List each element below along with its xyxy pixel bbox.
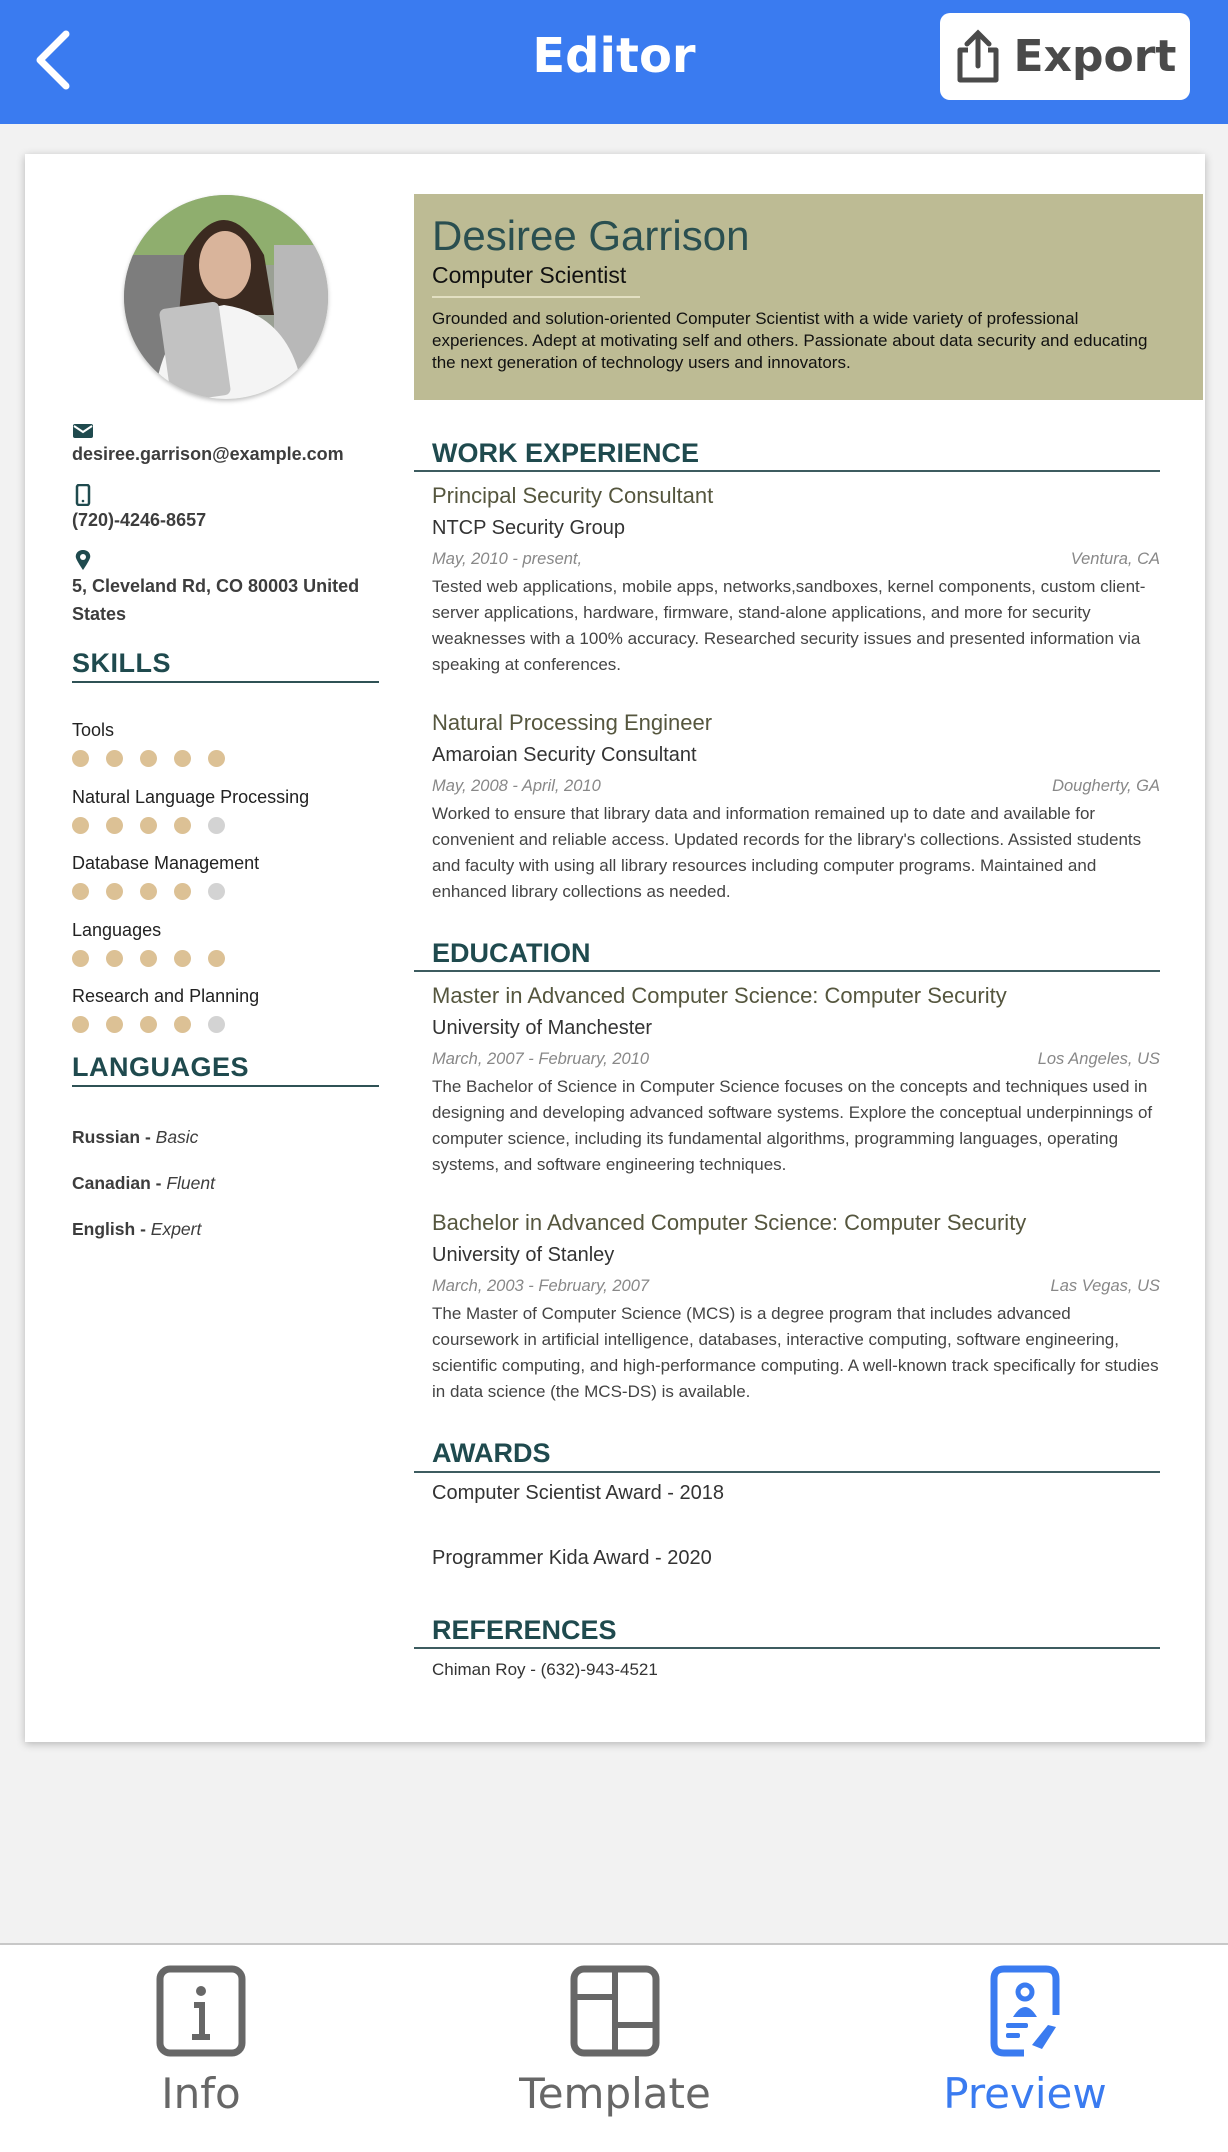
resume-name: Desiree Garrison [432, 212, 750, 259]
summary: Grounded and solution-oriented Computer Scientist with a wide variety of professional experiences. Adept at motivating self and others. Passionate about data security and educating the next generation of technology users and innovators. [432, 309, 1148, 372]
rating-dot [72, 950, 89, 967]
entry-meta [432, 1271, 1160, 1301]
entry-title: Natural Processing Engineer [432, 710, 713, 735]
tab-info-label: Info [161, 2069, 241, 2118]
work-heading: WORK EXPERIENCE [432, 438, 700, 468]
entry-description: The Master of Computer Science (MCS) is a degree program that includes advanced coursework in artificial intelligence, databases, interactive computing, software engineering, scientific computing, and high-performance computing. A well-known track specifically for studies in data science (the MCS-DS) is available. [432, 1304, 1159, 1401]
rating-dot [140, 817, 157, 834]
entry-dates: May, 2008 - April, 2010 [432, 777, 601, 795]
entry-title: Bachelor in Advanced Computer Science: Computer Security [432, 1210, 1027, 1235]
rating-dot [72, 750, 89, 767]
rating-dot [140, 883, 157, 900]
tab-preview-label: Preview [943, 2069, 1107, 2118]
rating-dot [140, 950, 157, 967]
resume-role: Computer Scientist [432, 262, 627, 288]
tab-template[interactable] [465, 1965, 765, 2118]
references-heading: REFERENCES [432, 1615, 617, 1645]
rating-dot [106, 750, 123, 767]
entry-organization: University of Stanley [432, 1244, 615, 1266]
resume-entry [432, 707, 1160, 905]
education-heading: EDUCATION [432, 938, 591, 968]
awards-heading: AWARDS [432, 1438, 551, 1468]
rating-dot [140, 750, 157, 767]
profile-photo [124, 195, 328, 399]
share-icon [954, 28, 1002, 86]
entry-organization: Amaroian Security Consultant [432, 744, 697, 766]
entry-meta [432, 544, 1160, 574]
entry-dates: March, 2007 - February, 2010 [432, 1050, 650, 1068]
entry-location: Dougherty, GA [1052, 777, 1160, 795]
rating-dot [174, 817, 191, 834]
languages-heading: LANGUAGES [72, 1052, 250, 1082]
rating-dot [140, 1016, 157, 1033]
entry-organization: NTCP Security Group [432, 517, 626, 539]
language-separator: - [140, 1127, 156, 1147]
language-item [72, 1215, 201, 1243]
location-pin-icon [72, 549, 94, 571]
skill-name: Research and Planning [72, 986, 260, 1006]
resume-entry [432, 1207, 1160, 1405]
language-separator: - [135, 1219, 151, 1239]
language-level: Expert [150, 1219, 202, 1239]
entry-location: Las Vegas, US [1050, 1277, 1160, 1295]
back-button[interactable] [30, 28, 80, 92]
reference-item: Chiman Roy - (632)-943-4521 [432, 1660, 658, 1679]
rating-dot [208, 817, 225, 834]
skill-rating [72, 817, 225, 834]
divider [72, 681, 379, 683]
skill-rating [72, 883, 225, 900]
language-name: Canadian [72, 1173, 151, 1193]
divider [414, 970, 1160, 972]
rating-dot [174, 883, 191, 900]
entry-location: Ventura, CA [1070, 550, 1160, 568]
skill-name: Database Management [72, 853, 260, 873]
entry-description: Tested web applications, mobile apps, networks,sandboxes, kernel components, custom client-server applications, hardware, firmware, stand-alone applications, and more for security weaknesses with a 100% accuracy. Researched security issues and presented information via speaking at conferences. [432, 577, 1146, 674]
phone-icon [72, 484, 94, 506]
rating-dot [208, 883, 225, 900]
resume-entry [432, 980, 1160, 1178]
resume-entry [432, 480, 1160, 678]
info-icon [156, 1965, 246, 2057]
language-separator: - [150, 1173, 167, 1193]
rating-dot [208, 1016, 225, 1033]
rating-dot [174, 950, 191, 967]
email-text: desiree.garrison@example.com [72, 444, 344, 464]
language-level: Fluent [166, 1173, 215, 1193]
email-icon [72, 420, 94, 442]
skill-rating [72, 1016, 225, 1033]
phone-text: (720)-4246-8657 [72, 510, 207, 530]
skills-heading: SKILLS [72, 648, 172, 678]
entry-location: Los Angeles, US [1037, 1050, 1160, 1068]
rating-dot [208, 750, 225, 767]
chevron-left-icon [30, 28, 80, 92]
rating-dot [174, 1016, 191, 1033]
rating-dot [174, 750, 191, 767]
rating-dot [106, 817, 123, 834]
rating-dot [106, 950, 123, 967]
entry-description: Worked to ensure that library data and information remained up to date and available for convenient and reliable access. Updated records for the library's collections. Assisted students and faculty with using all library resources including computer programs. Maintained and enhanced library collections as needed. [432, 804, 1142, 901]
skill-name: Languages [72, 919, 162, 940]
export-label: Export [1013, 31, 1177, 82]
address-text: 5, Cleveland Rd, CO 80003 United States [72, 576, 360, 624]
entry-title: Master in Advanced Computer Science: Computer Security [432, 983, 1007, 1008]
entry-dates: March, 2003 - February, 2007 [432, 1277, 650, 1295]
divider [414, 1647, 1160, 1649]
divider [414, 1471, 1160, 1473]
rating-dot [106, 883, 123, 900]
entry-meta [432, 1044, 1160, 1074]
tab-template-label: Template [519, 2069, 711, 2118]
tab-preview[interactable] [875, 1965, 1175, 2118]
language-item [72, 1169, 215, 1197]
language-level: Basic [155, 1127, 199, 1147]
divider [432, 296, 640, 298]
divider [72, 1085, 379, 1087]
rating-dot [72, 1016, 89, 1033]
template-layout-icon [570, 1965, 660, 2057]
entry-description: The Bachelor of Science in Computer Science focuses on the concepts and techniques used in designing and developing advanced software systems. Explore the conceptual underpinnings of computer science, including its fundamental algorithms, programming languages, operating systems, and software engineering techniques. [432, 1077, 1153, 1174]
resume-preview-icon [980, 1965, 1070, 2057]
skill-name: Tools [72, 720, 115, 740]
divider [414, 470, 1160, 472]
award-item: Programmer Kida Award - 2020 [432, 1547, 712, 1569]
language-name: Russian [72, 1127, 141, 1147]
entry-meta [432, 771, 1160, 801]
rating-dot [72, 883, 89, 900]
entry-dates: May, 2010 - present, [432, 550, 583, 568]
rating-dot [72, 817, 89, 834]
rating-dot [208, 950, 225, 967]
skill-name: Natural Language Processing [72, 786, 310, 807]
page-title: Editor [532, 28, 696, 84]
skill-rating [72, 750, 225, 767]
rating-dot [106, 1016, 123, 1033]
language-item [72, 1123, 198, 1151]
award-item: Computer Scientist Award - 2018 [432, 1482, 725, 1504]
entry-title: Principal Security Consultant [432, 483, 714, 508]
language-name: English [72, 1219, 136, 1239]
export-button[interactable] [940, 13, 1190, 100]
entry-organization: University of Manchester [432, 1017, 653, 1039]
skill-rating [72, 950, 225, 967]
tab-info[interactable] [51, 1965, 351, 2118]
